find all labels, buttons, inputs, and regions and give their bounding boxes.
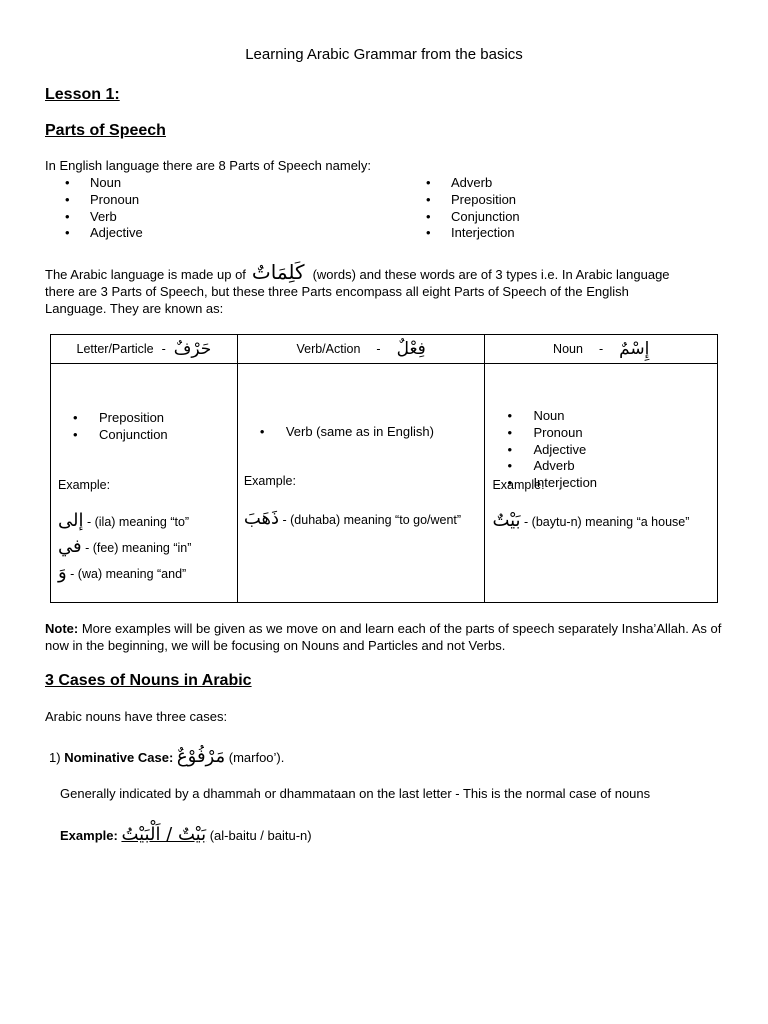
- english-parts-list-left: [45, 175, 143, 242]
- para-line3: Language. They are known as:: [45, 301, 224, 316]
- case-example-arabic: بَيْتٌ / اَلْبَيْتُ: [121, 824, 207, 845]
- case-label: Nominative Case:: [64, 750, 174, 765]
- table-header-row: [51, 335, 718, 364]
- list-item: • Verb (same as in English): [238, 424, 434, 441]
- case-description: Generally indicated by a dhammah or dhammataan on the last letter - This is the normal case of nouns: [60, 786, 651, 801]
- list-item: • Adjective: [45, 225, 143, 242]
- header-arabic: إِسْمٌ: [619, 339, 650, 359]
- example-arabic: في: [58, 536, 82, 557]
- table-body-row: [51, 364, 718, 603]
- cases-heading: 3 Cases of Nouns in Arabic: [45, 672, 252, 689]
- example-label: Example:: [492, 478, 545, 492]
- lesson-heading: Lesson 1:: [45, 86, 120, 103]
- note-text: More examples will be given as we move on and learn each of the parts of speech separately Insha’Allah. As of now in the beginning, we will be focusing on Nouns and Particles and not Verbs.: [45, 621, 722, 653]
- case-example-translit: (al-baitu / baitu-n): [209, 828, 312, 843]
- example-text: - (ila) meaning “to”: [83, 515, 190, 529]
- document-title: Learning Arabic Grammar from the basics: [245, 46, 523, 63]
- list-item: • Adverb: [406, 175, 520, 192]
- example-line: [492, 510, 689, 531]
- para-before: The Arabic language is made up of: [45, 267, 246, 282]
- example-arabic: بَيْتٌ: [492, 510, 521, 531]
- para-line2: there are 3 Parts of Speech, but these three Parts encompass all eight Parts of Speech of the English: [45, 284, 629, 299]
- header-label: Verb/Action: [296, 342, 361, 356]
- case-arabic: مَرْفُوْعٌ: [176, 746, 226, 767]
- example-arabic: إلى: [58, 510, 84, 531]
- para-after-line1: (words) and these words are of 3 types i.e. In Arabic language: [312, 267, 670, 282]
- intro-text: In English language there are 8 Parts of Speech namely:: [45, 158, 371, 173]
- list-item: • Interjection: [406, 225, 520, 242]
- header-label: Letter/Particle: [76, 342, 154, 356]
- example-label: Example:: [58, 478, 111, 492]
- body-cell-verb: [237, 364, 485, 603]
- example-line: [58, 510, 189, 531]
- example-text: - (duhaba) meaning “to go/went”: [279, 513, 462, 527]
- list-item: • Interjection: [485, 475, 597, 492]
- list-item: • Pronoun: [45, 192, 143, 209]
- list-item: • Adjective: [485, 442, 597, 459]
- header-dash: -: [161, 342, 166, 356]
- list-item: • Preposition: [51, 410, 168, 427]
- header-arabic: حَرْفٌ: [173, 339, 212, 359]
- example-line: [244, 508, 461, 529]
- header-cell-verb: [237, 335, 485, 364]
- example-line: [58, 536, 191, 557]
- list-item: • Pronoun: [485, 425, 597, 442]
- header-label: Noun: [553, 342, 583, 356]
- case-number: 1): [49, 750, 61, 765]
- example-text: - (baytu-n) meaning “a house”: [520, 515, 690, 529]
- example-line: [58, 562, 186, 583]
- list-item: • Conjunction: [406, 209, 520, 226]
- header-cell-noun: [485, 335, 718, 364]
- example-label: Example:: [243, 474, 296, 488]
- body-cell-particle: [51, 364, 238, 603]
- list-item: • Adverb: [485, 458, 597, 475]
- list-item: • Noun: [485, 408, 597, 425]
- list-item: • Verb: [45, 209, 143, 226]
- example-arabic: وَ: [58, 562, 67, 583]
- example-arabic: ذَهَبَ: [243, 508, 280, 529]
- list-item: • Noun: [45, 175, 143, 192]
- case-nominative: [49, 746, 284, 767]
- cases-intro: Arabic nouns have three cases:: [45, 709, 228, 724]
- english-parts-list-right: [406, 175, 520, 242]
- note-paragraph: [45, 621, 725, 654]
- parts-of-speech-heading: Parts of Speech: [45, 122, 166, 139]
- case-example: [60, 824, 312, 845]
- list-item: • Preposition: [406, 192, 520, 209]
- list-item: • Conjunction: [51, 427, 168, 444]
- example-text: - (wa) meaning “and”: [66, 567, 187, 581]
- particle-items: [51, 410, 168, 444]
- verb-items: [238, 424, 434, 441]
- case-translit: (marfoo’).: [228, 750, 285, 765]
- case-example-label: Example:: [60, 828, 118, 843]
- parts-of-speech-table: [50, 334, 718, 603]
- header-cell-particle: [51, 335, 238, 364]
- header-dash: -: [598, 342, 604, 356]
- body-cell-noun: [485, 364, 718, 603]
- header-dash: -: [376, 342, 381, 356]
- note-label: Note:: [45, 621, 79, 636]
- arabic-intro-paragraph: [45, 260, 725, 317]
- arabic-word-kalimat: كَلِمَاتٌ: [251, 260, 305, 284]
- example-text: - (fee) meaning “in”: [81, 541, 192, 555]
- header-arabic: فِعْلٌ: [396, 339, 426, 359]
